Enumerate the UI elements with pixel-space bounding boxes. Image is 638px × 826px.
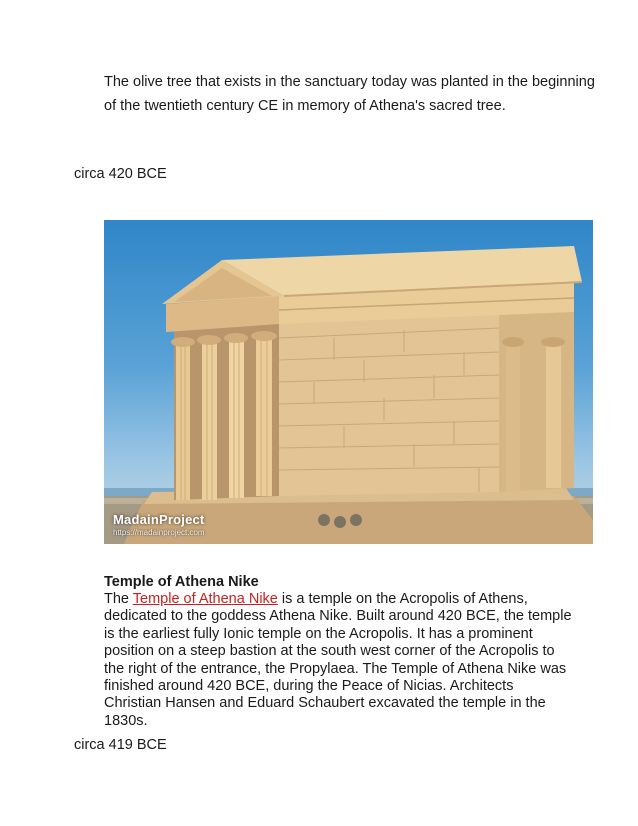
- capital-right-1: [502, 337, 524, 347]
- column-right-2: [546, 342, 561, 488]
- capital-right-2: [541, 337, 565, 347]
- date-label-420: circa 420 BCE: [74, 166, 167, 182]
- watermark-title: MadainProject: [113, 512, 205, 527]
- caption-body: [104, 591, 574, 730]
- date-label-419: circa 419 BCE: [74, 737, 167, 753]
- intro-paragraph: The olive tree that exists in the sanctuary today was planted in the beginning of the twentieth century CE in memory of Athena's sacred tree.: [104, 74, 595, 114]
- temple-photo: [104, 220, 593, 544]
- temple-illustration: [104, 220, 593, 544]
- column-right-1: [506, 342, 520, 492]
- caption-block: [104, 573, 574, 730]
- foreground-objects: [318, 514, 362, 528]
- caption-text: is a temple on the Acropolis of Athens, dedicated to the goddess Athena Nike. Built around 420 BCE, the temple is the earliest fully Ionic temple on the Acropolis. It has a prominent position on a steep bastion at the south west corner of the Acropolis to the right of the entrance, the Propylaea. The Temple of Athena Nike was finished around 420 BCE, during the Peace of Nicias. Architects Christian Hansen and Eduard Schaubert excavated the temple in the 1830s.: [104, 591, 572, 729]
- caption-lead: The: [104, 591, 133, 607]
- temple-link[interactable]: Temple of Athena Nike: [132, 591, 278, 607]
- caption-title: Temple of Athena Nike: [104, 574, 259, 590]
- watermark-url: https://madainproject.com: [113, 528, 205, 537]
